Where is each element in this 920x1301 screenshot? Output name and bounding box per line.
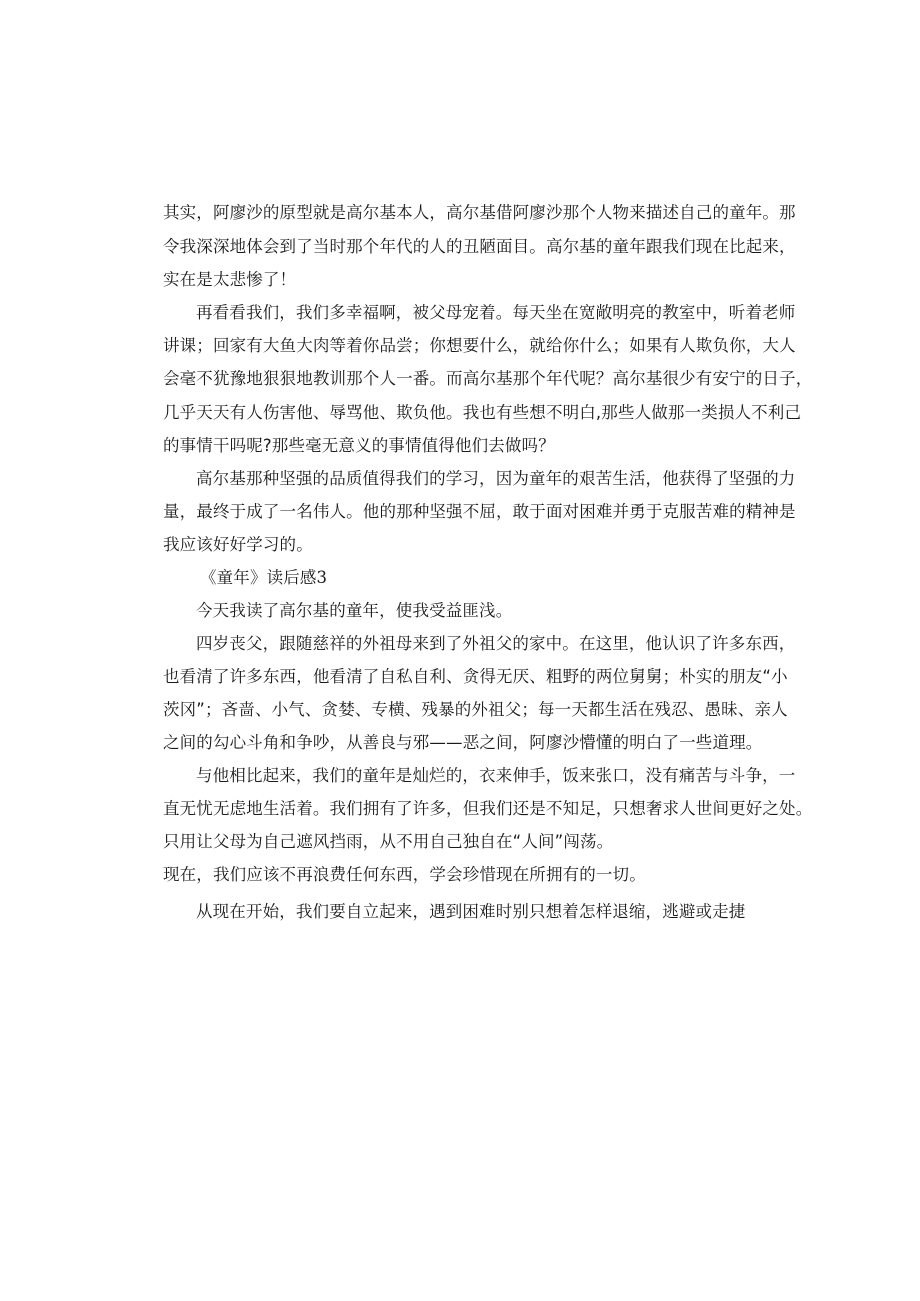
text-line: 几乎天天有人伤害他、辱骂他、欺负他。我也有些想不明白,那些人做那一类损人不利己 (163, 403, 802, 422)
text-line: 之间的勾心斗角和争吵，从善良与邪——恶之间，阿廖沙懵懂的明白了一些道理。 (163, 733, 763, 752)
section-heading: 《童年》读后感3 (200, 568, 328, 587)
paragraph-first-line: 与他相比起来，我们的童年是灿烂的，衣来伸手，饭来张口，没有痛苦与斗争，一 (196, 766, 796, 785)
text-line: 实在是太悲惨了！ (163, 270, 297, 289)
text-line: 我应该好好学习的。 (163, 535, 313, 554)
text-line: 的事情干吗呢?那些毫无意义的事情值得他们去做吗？ (163, 436, 555, 455)
text-line: 只用让父母为自己遮风挡雨，从不用自己独自在“人间”闯荡。 (163, 832, 614, 851)
paragraph-first-line: 今天我读了高尔基的童年，使我受益匪浅。 (196, 601, 513, 620)
text-line: 也看清了许多东西，他看清了自私自利、贪得无厌、粗野的两位舅舅；朴实的朋友“小 (163, 667, 788, 686)
text-line: 其实，阿廖沙的原型就是高尔基本人，高尔基借阿廖沙那个人物来描述自己的童年。那 (163, 203, 796, 222)
text-line: 会毫不犹豫地狠狠地教训那个人一番。而高尔基那个年代呢？高尔基很少有安宁的日子， (163, 369, 813, 388)
text-line: 茨冈”；吝啬、小气、贪婪、专横、残暴的外祖父；每一天都生活在残忍、愚昧、亲人 (163, 700, 788, 719)
text-line: 讲课；回家有大鱼大肉等着你品尝；你想要什么，就给你什么；如果有人欺负你，大人 (163, 336, 796, 355)
paragraph-first-line: 再看看我们，我们多幸福啊，被父母宠着。每天坐在宽敞明亮的教室中，听着老师 (196, 303, 796, 322)
paragraph-first-line: 四岁丧父，跟随慈祥的外祖母来到了外祖父的家中。在这里，他认识了许多东西， (196, 634, 796, 653)
paragraph-first-line: 从现在开始，我们要自立起来，遇到困难时别只想着怎样退缩，逃避或走捷 (196, 902, 746, 921)
paragraph-first-line: 高尔基那种坚强的品质值得我们的学习，因为童年的艰苦生活，他获得了坚强的力 (196, 469, 796, 488)
text-line: 现在，我们应该不再浪费任何东西，学会珍惜现在所拥有的一切。 (163, 865, 646, 884)
text-line: 令我深深地体会到了当时那个年代的人的丑陋面目。高尔基的童年跟我们现在比起来， (163, 237, 796, 256)
text-line: 量，最终于成了一名伟人。他的那种坚强不屈，敢于面对困难并勇于克服苦难的精神是 (163, 502, 796, 521)
text-line: 直无忧无虑地生活着。我们拥有了许多，但我们还是不知足，只想奢求人世间更好之处。 (163, 799, 813, 818)
